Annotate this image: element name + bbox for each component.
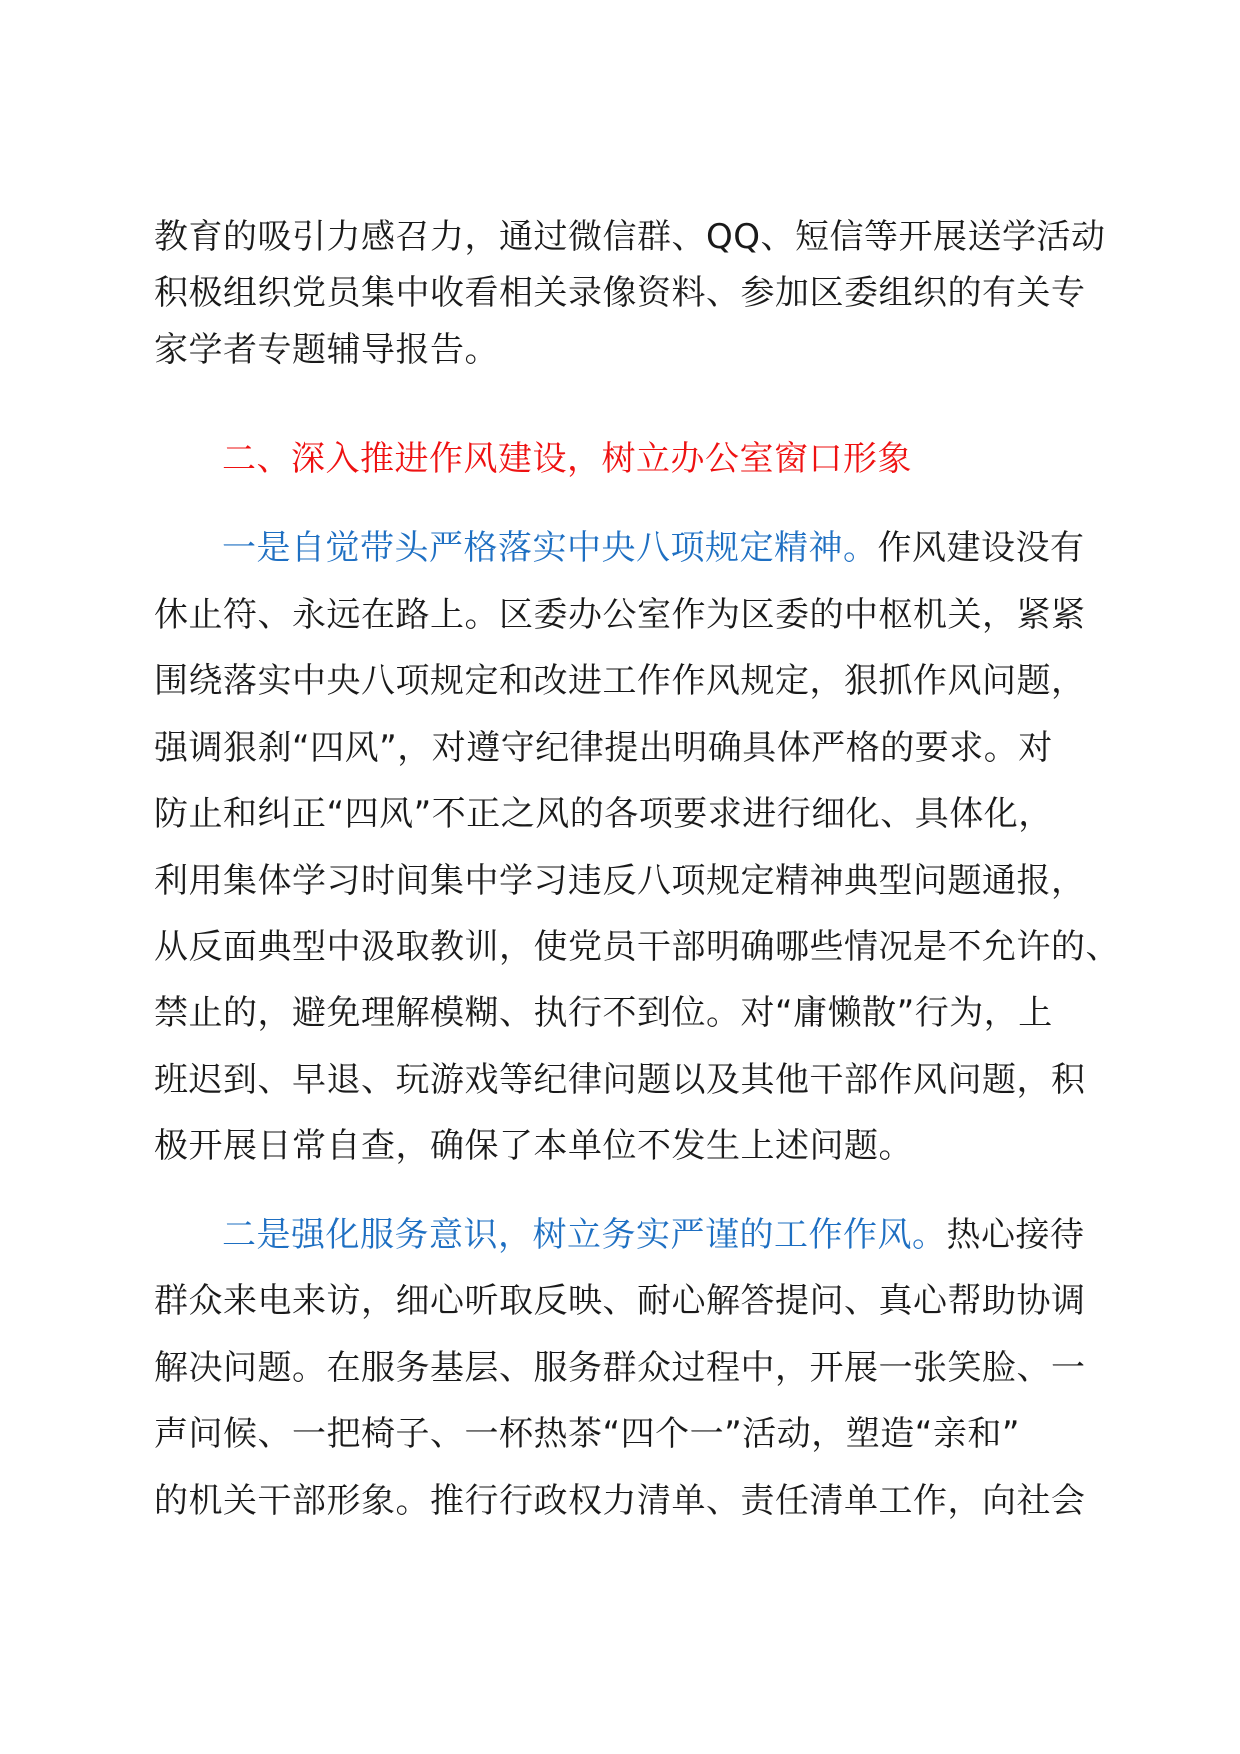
paragraph-line: 极开展日常自查，确保了本单位不发生上述问题。 bbox=[154, 1126, 913, 1166]
paragraph-text: 作风建设没有 bbox=[877, 528, 1085, 568]
paragraph-line: 积极组织党员集中收看相关录像资料、参加区委组织的有关专 bbox=[154, 273, 1086, 313]
paragraph-line: 强调狠刹“四风”，对遵守纪律提出明确具体严格的要求。对 bbox=[154, 728, 1053, 768]
paragraph-line: 群众来电来访，细心听取反映、耐心解答提问、真心帮助协调 bbox=[154, 1281, 1086, 1321]
paragraph-line: 休止符、永远在路上。区委办公室作为区委的中枢机关，紧紧 bbox=[154, 595, 1086, 635]
paragraph-line: 禁止的，避免理解模糊、执行不到位。对“庸懒散”行为，上 bbox=[154, 993, 1053, 1033]
paragraph-text: 热心接待 bbox=[946, 1215, 1085, 1255]
paragraph-line: 家学者专题辅导报告。 bbox=[154, 330, 499, 370]
paragraph-line: 围绕落实中央八项规定和改进工作作风规定，狠抓作风问题， bbox=[154, 661, 1086, 701]
point-first-line bbox=[222, 525, 1085, 571]
point-title: 一是自觉带头严格落实中央八项规定精神。 bbox=[222, 528, 878, 568]
paragraph-line: 防止和纠正“四风”不正之风的各项要求进行细化、具体化， bbox=[154, 794, 1053, 834]
point-first-line bbox=[222, 1212, 1085, 1258]
section-heading: 二、深入推进作风建设，树立办公室窗口形象 bbox=[222, 439, 912, 479]
paragraph-line: 解决问题。在服务基层、服务群众过程中，开展一张笑脸、一 bbox=[154, 1348, 1086, 1388]
paragraph-line: 从反面典型中汲取教训，使党员干部明确哪些情况是不允许的、 bbox=[154, 927, 1120, 967]
paragraph-line: 声问候、一把椅子、一杯热茶“四个一”活动，塑造“亲和” bbox=[154, 1414, 1020, 1454]
paragraph-line: 利用集体学习时间集中学习违反八项规定精神典型问题通报， bbox=[154, 861, 1086, 901]
paragraph-line: 班迟到、早退、玩游戏等纪律问题以及其他干部作风问题，积 bbox=[154, 1060, 1086, 1100]
paragraph-line: 教育的吸引力感召力，通过微信群、QQ、短信等开展送学活动 bbox=[154, 217, 1106, 257]
point-title: 二是强化服务意识，树立务实严谨的工作作风。 bbox=[222, 1215, 947, 1255]
paragraph-line: 的机关干部形象。推行行政权力清单、责任清单工作，向社会 bbox=[154, 1481, 1086, 1521]
